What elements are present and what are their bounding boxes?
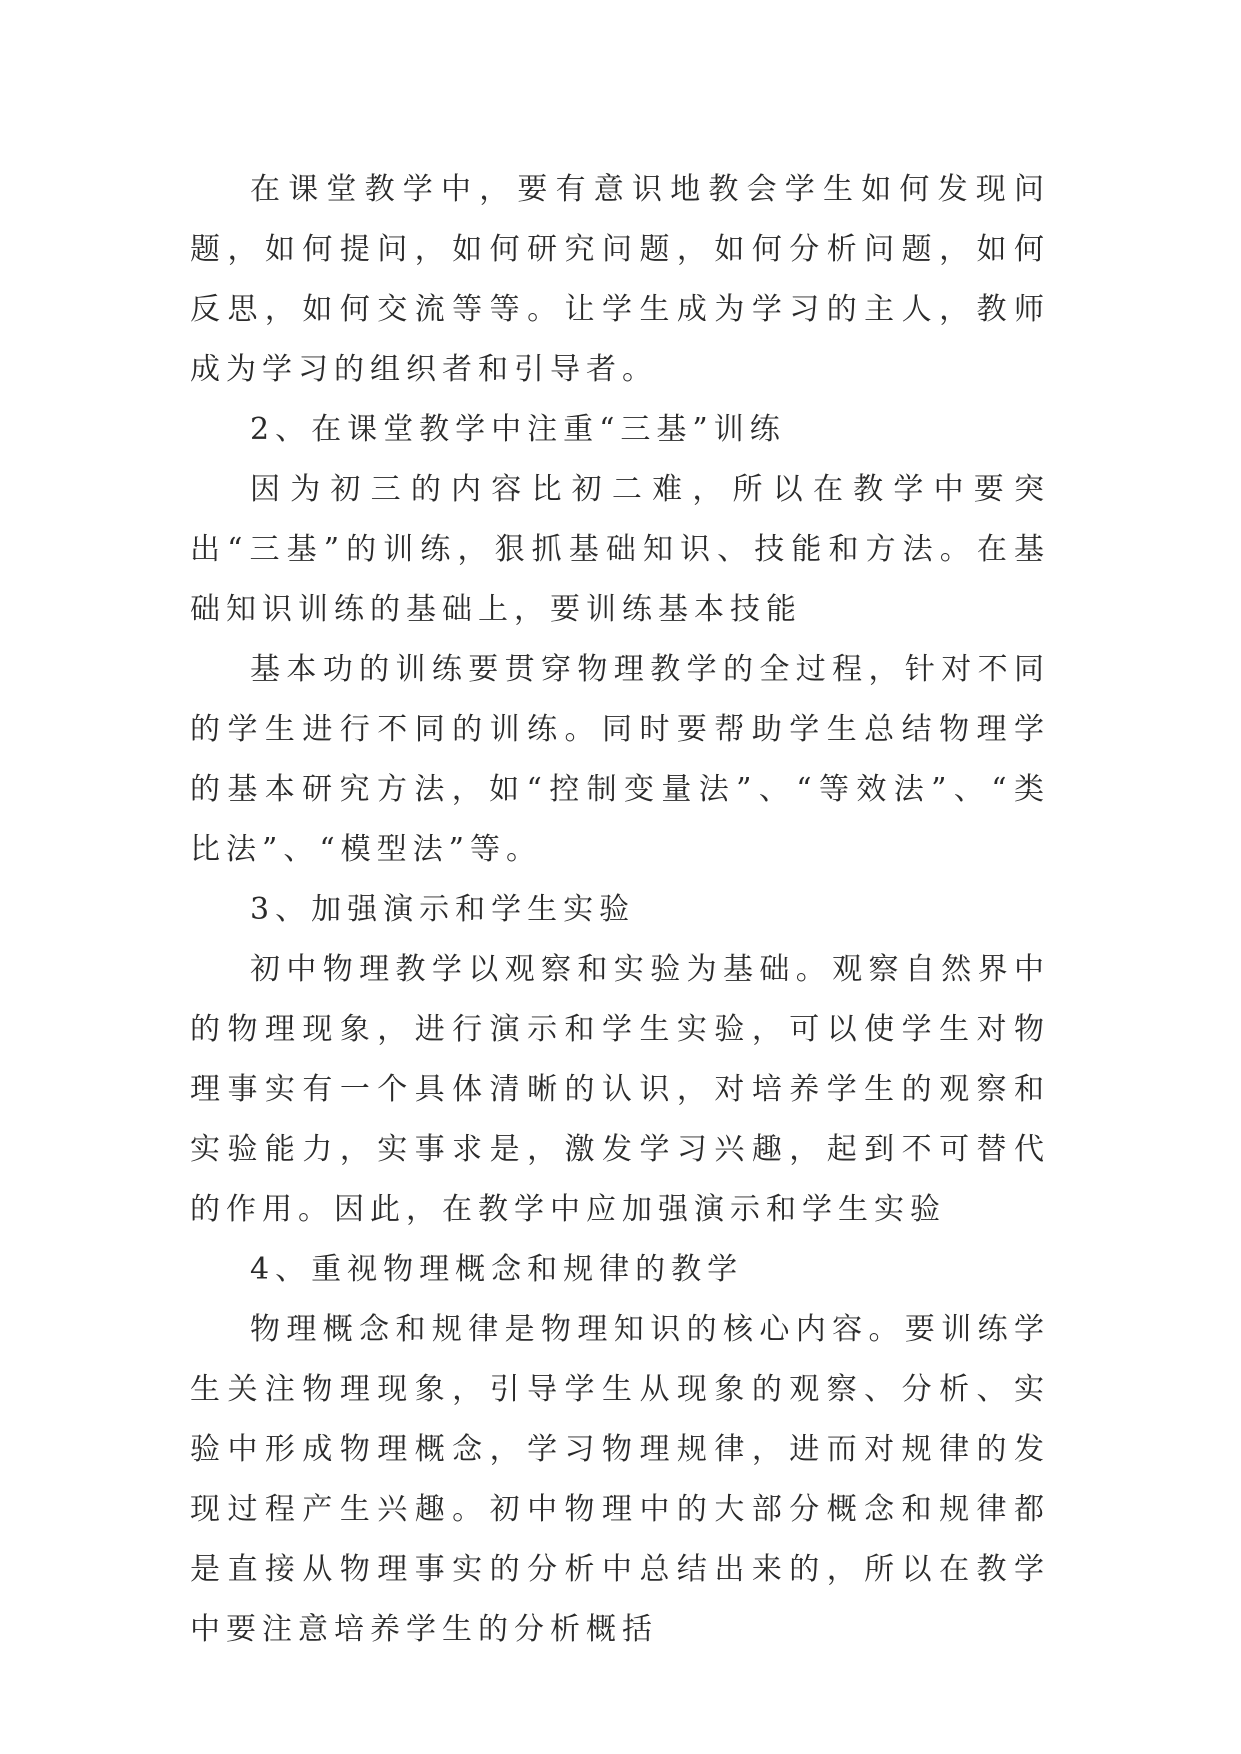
section-heading-experiments: 3、加强演示和学生实验	[250, 892, 636, 927]
paragraph-experiments: 初中物理教学以观察和实验为基础。观察自然界中的物理现象，进行演示和学生实验，可以使学生对物理事实有一个具体清晰的认识，对培养学生的观察和实验能力，实事求是，激发学习兴趣，起到不可替代的作用。因此，在教学中应加强演示和学生实验	[190, 952, 1050, 1227]
paragraph-concepts-laws: 物理概念和规律是物理知识的核心内容。要训练学生关注物理现象，引导学生从现象的观察、分析、实验中形成物理概念，学习物理规律，进而对规律的发现过程产生兴趣。初中物理中的大部分概念和规律都是直接从物理事实的分析中总结出来的，所以在教学中要注意培养学生的分析概括	[190, 1312, 1050, 1647]
paragraph-inquiry-teaching: 在课堂教学中，要有意识地教会学生如何发现问题，如何提问，如何研究问题，如何分析问题，如何反思，如何交流等等。让学生成为学习的主人，教师成为学习的组织者和引导者。	[190, 172, 1050, 387]
paragraph-three-basics-training: 因为初三的内容比初二难，所以在教学中要突出“三基”的训练，狠抓基础知识、技能和方法。在基础知识训练的基础上，要训练基本技能	[190, 472, 1050, 627]
paragraph-basic-skills-methods: 基本功的训练要贯穿物理教学的全过程，针对不同的学生进行不同的训练。同时要帮助学生总结物理学的基本研究方法，如“控制变量法”、“等效法”、“类比法”、“模型法”等。	[190, 652, 1050, 867]
section-heading-three-basics: 2、在课堂教学中注重“三基”训练	[250, 412, 786, 447]
document-body	[190, 160, 1050, 1660]
section-heading-concepts-laws: 4、重视物理概念和规律的教学	[250, 1252, 744, 1287]
